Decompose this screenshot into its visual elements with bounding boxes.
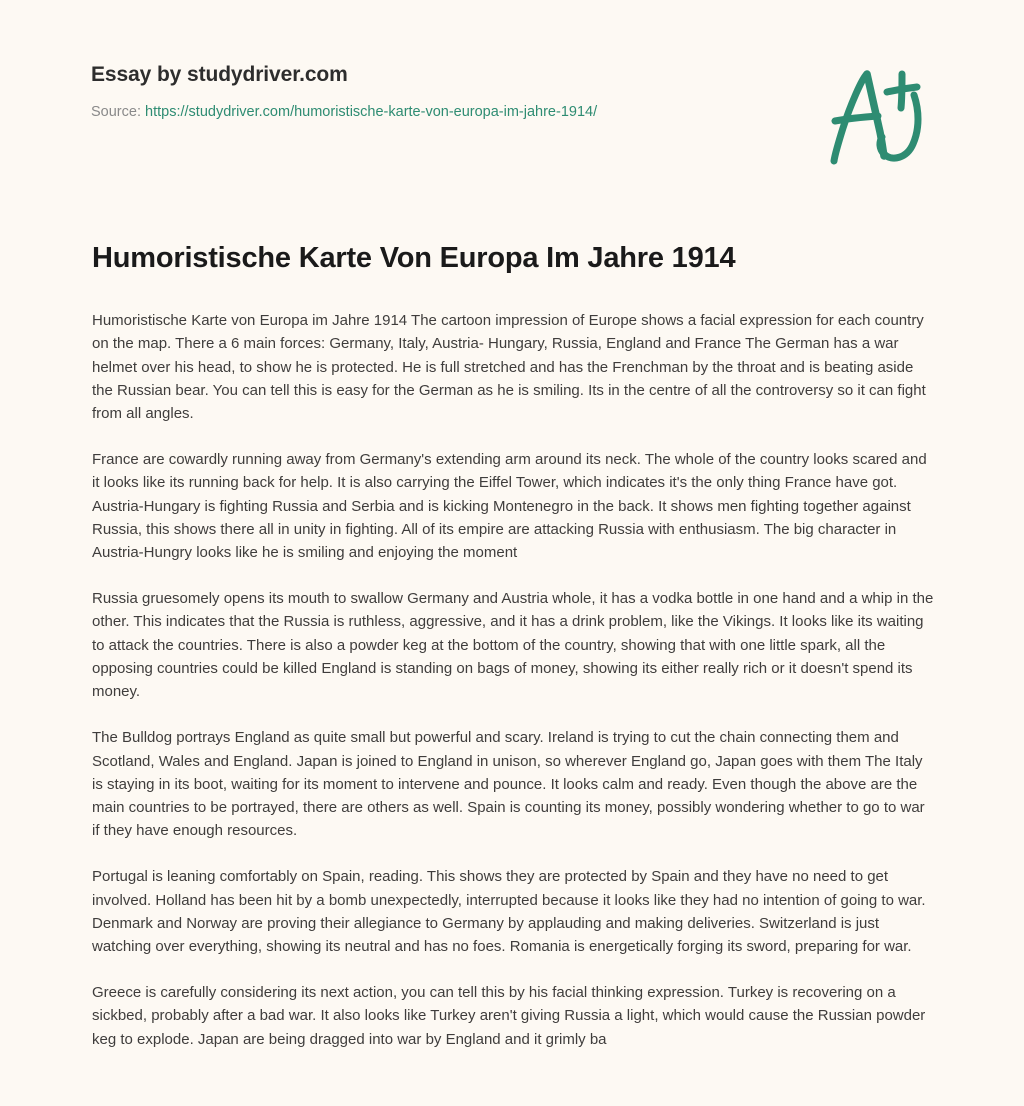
studydriver-logo[interactable] bbox=[818, 62, 938, 172]
article-paragraph: Russia gruesomely opens its mouth to swallow Germany and Austria whole, it has a vodka bottle in one hand and a whip in the other. This indicates that the Russia is ruthless, aggressive, and it has a drink problem, like the Vikings. It looks like its waiting to attack the countries. There is also a powder keg at the bottom of the country, showing that with one little spark, all the opposing countries could be killed England is standing on bags of money, showing its either really rich or it doesn't spend its money. bbox=[92, 590, 934, 701]
source-line bbox=[91, 103, 791, 122]
article-paragraph: Humoristische Karte von Europa im Jahre 1914 The cartoon impression of Europe shows a facial expression for each country on the map. There a 6 main forces: Germany, Italy, Austria- Hungary, Russia, England and France The German has a war helmet over his head, to show he is protected. He is full stretched and has the Frenchman by the throat and is beating aside the Russian bear. You can tell this is easy for the German as he is smiling. Its in the centre of all the controversy so it can fight from all angles. bbox=[92, 312, 926, 423]
source-url-link[interactable]: https://studydriver.com/humoristische-karte-von-europa-im-jahre-1914/ bbox=[145, 104, 598, 121]
page-title: Humoristische Karte Von Europa Im Jahre 1914 bbox=[92, 242, 736, 274]
article-body bbox=[92, 309, 934, 1050]
source-label: Source: bbox=[91, 104, 141, 121]
essay-byline: Essay by studydriver.com bbox=[91, 63, 348, 86]
article-paragraph: France are cowardly running away from Germany's extending arm around its neck. The whole of the country looks scared and it looks like its running back for help. It is also carrying the Eiffel Tower, which indicates it's the only thing France have got. Austria-Hungary is fighting Russia and Serbia and is kicking Montenegro in the back. It shows men fighting together against Russia, this shows there all in unity in fighting. All of its empire are attacking Russia with enthusiasm. The big character in Austria-Hungry looks like he is smiling and enjoying the moment bbox=[92, 451, 927, 562]
article-paragraph: Greece is carefully considering its next action, you can tell this by his facial thinking expression. Turkey is recovering on a sickbed, probably after a bad war. It also looks like Turkey aren't giving Russia a light, which would cause the Russian powder keg to explode. Japan are being dragged into war by England and it grimly ba bbox=[92, 984, 926, 1048]
article-paragraph: Portugal is leaning comfortably on Spain, reading. This shows they are protected by Spain and they have no need to get involved. Holland has been hit by a bomb unexpectedly, interrupted because it looks like they had no intention of going to war. Denmark and Norway are proving their allegiance to Germany by applauding and making deliveries. Switzerland is just watching over everything, showing its neutral and has no foes. Romania is energetically forging its sword, preparing for war. bbox=[92, 868, 926, 955]
page-header bbox=[0, 0, 1024, 200]
article bbox=[92, 240, 934, 1051]
header-text-block bbox=[91, 62, 791, 122]
article-paragraph: The Bulldog portrays England as quite small but powerful and scary. Ireland is trying to cut the chain connecting them and Scotland, Wales and England. Japan is joined to England in unison, so wherever England go, Japan goes with them The Italy is staying in its boot, waiting for its moment to intervene and pounce. It looks calm and ready. Even though the above are the main countries to be portrayed, there are others as well. Spain is counting its money, possibly wondering whether to go to war if they have enough resources. bbox=[92, 729, 925, 840]
